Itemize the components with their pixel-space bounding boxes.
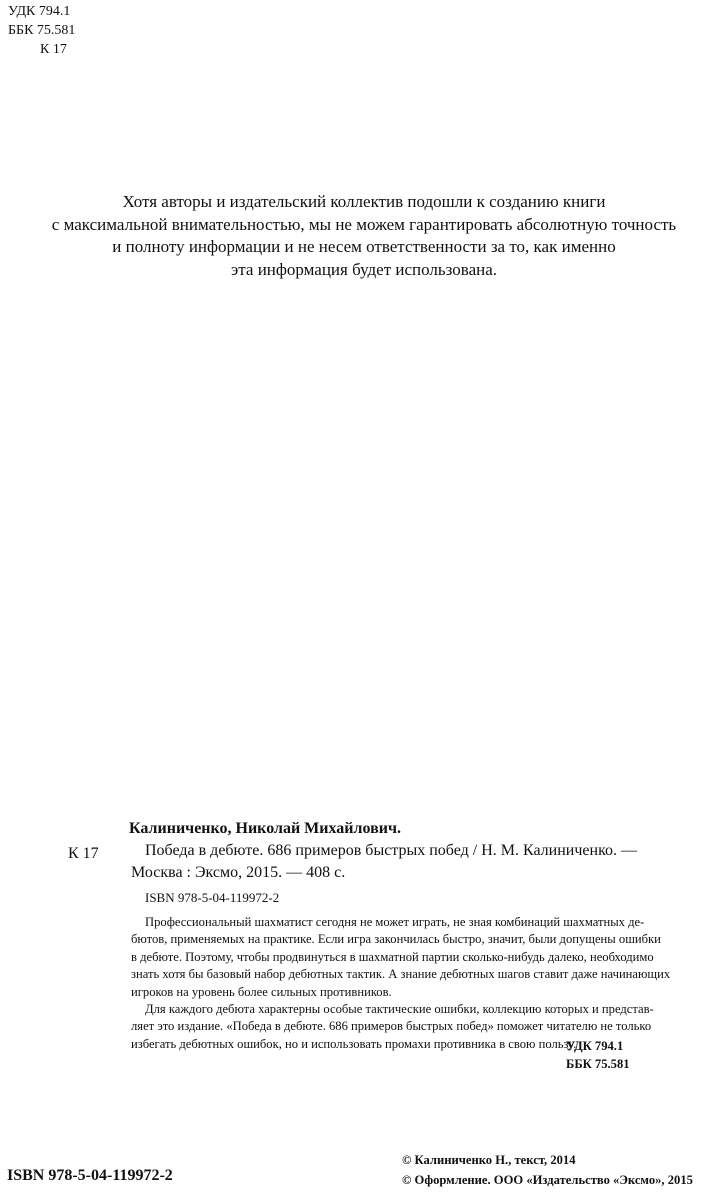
bibl-line: Москва : Эксмо, 2015. — 408 с. [131,864,346,881]
catalog-index: К 17 [68,845,99,862]
disclaimer-line: Хотя авторы и издательский коллектив подошли к созданию книги [122,192,606,211]
annotation-line: знать хотя бы базовый набор дебютных тактик. А знание дебютных шагов ставит даже начинающих [131,967,671,982]
bbk-code: ББК 75.581 [566,1057,630,1071]
top-classification-codes [8,2,75,59]
isbn-main: ISBN 978-5-04-119972-2 [7,1167,173,1184]
annotation-line: Для каждого дебюта характерны особые тактические ошибки, коллекцию которых и представ- [145,1002,654,1017]
annotation-line: ляет это издание. «Победа в дебюте. 686 примеров быстрых побед» поможет читателю не только [131,1019,652,1034]
disclaimer [0,191,728,281]
author-sign: К 17 [40,42,67,57]
disclaimer-line: с максимальной внимательностью, мы не можем гарантировать абсолютную точность [51,214,677,234]
catalog-isbn: ISBN 978-5-04-119972-2 [145,890,280,905]
annotation-line: избегать дебютных ошибок, но и использовать промахи противника в свою пользу. [131,1036,577,1051]
udk-code: УДК 794.1 [8,4,71,19]
annotation-line: в дебюте. Поэтому, чтобы продвинуться в шахматной партии сколько-нибудь далеко, необходимо [131,949,654,964]
bibliographic-description [131,840,719,884]
annotation-line: бютов, применяемых на практике. Если игра закончилась быстро, значит, были допущены ошибки [131,932,661,947]
disclaimer-line: эта информация будет использована. [230,259,498,279]
copyright-line: © Калиниченко Н., текст, 2014 [402,1153,576,1167]
copyright-block [402,1150,693,1190]
bibl-line: Победа в дебюте. 686 примеров быстрых побед / Н. М. Калиниченко. — [145,842,638,859]
annotation-line: игроков на уровень более сильных противников. [131,984,392,999]
disclaimer-line: и полноту информации и не несем ответственности за то, как именно [112,237,616,256]
author-heading: Калиниченко, Николай Михайлович. [129,820,401,837]
annotation [131,914,721,1053]
bbk-code: ББК 75.581 [8,23,76,38]
classification-codes-right [566,1037,686,1073]
annotation-line: Профессиональный шахматист сегодня не может играть, не зная комбинаций шахматных де- [145,915,645,929]
udk-code: УДК 794.1 [566,1039,624,1053]
copyright-line: © Оформление. ООО «Издательство «Эксмо», 2015 [402,1173,693,1187]
